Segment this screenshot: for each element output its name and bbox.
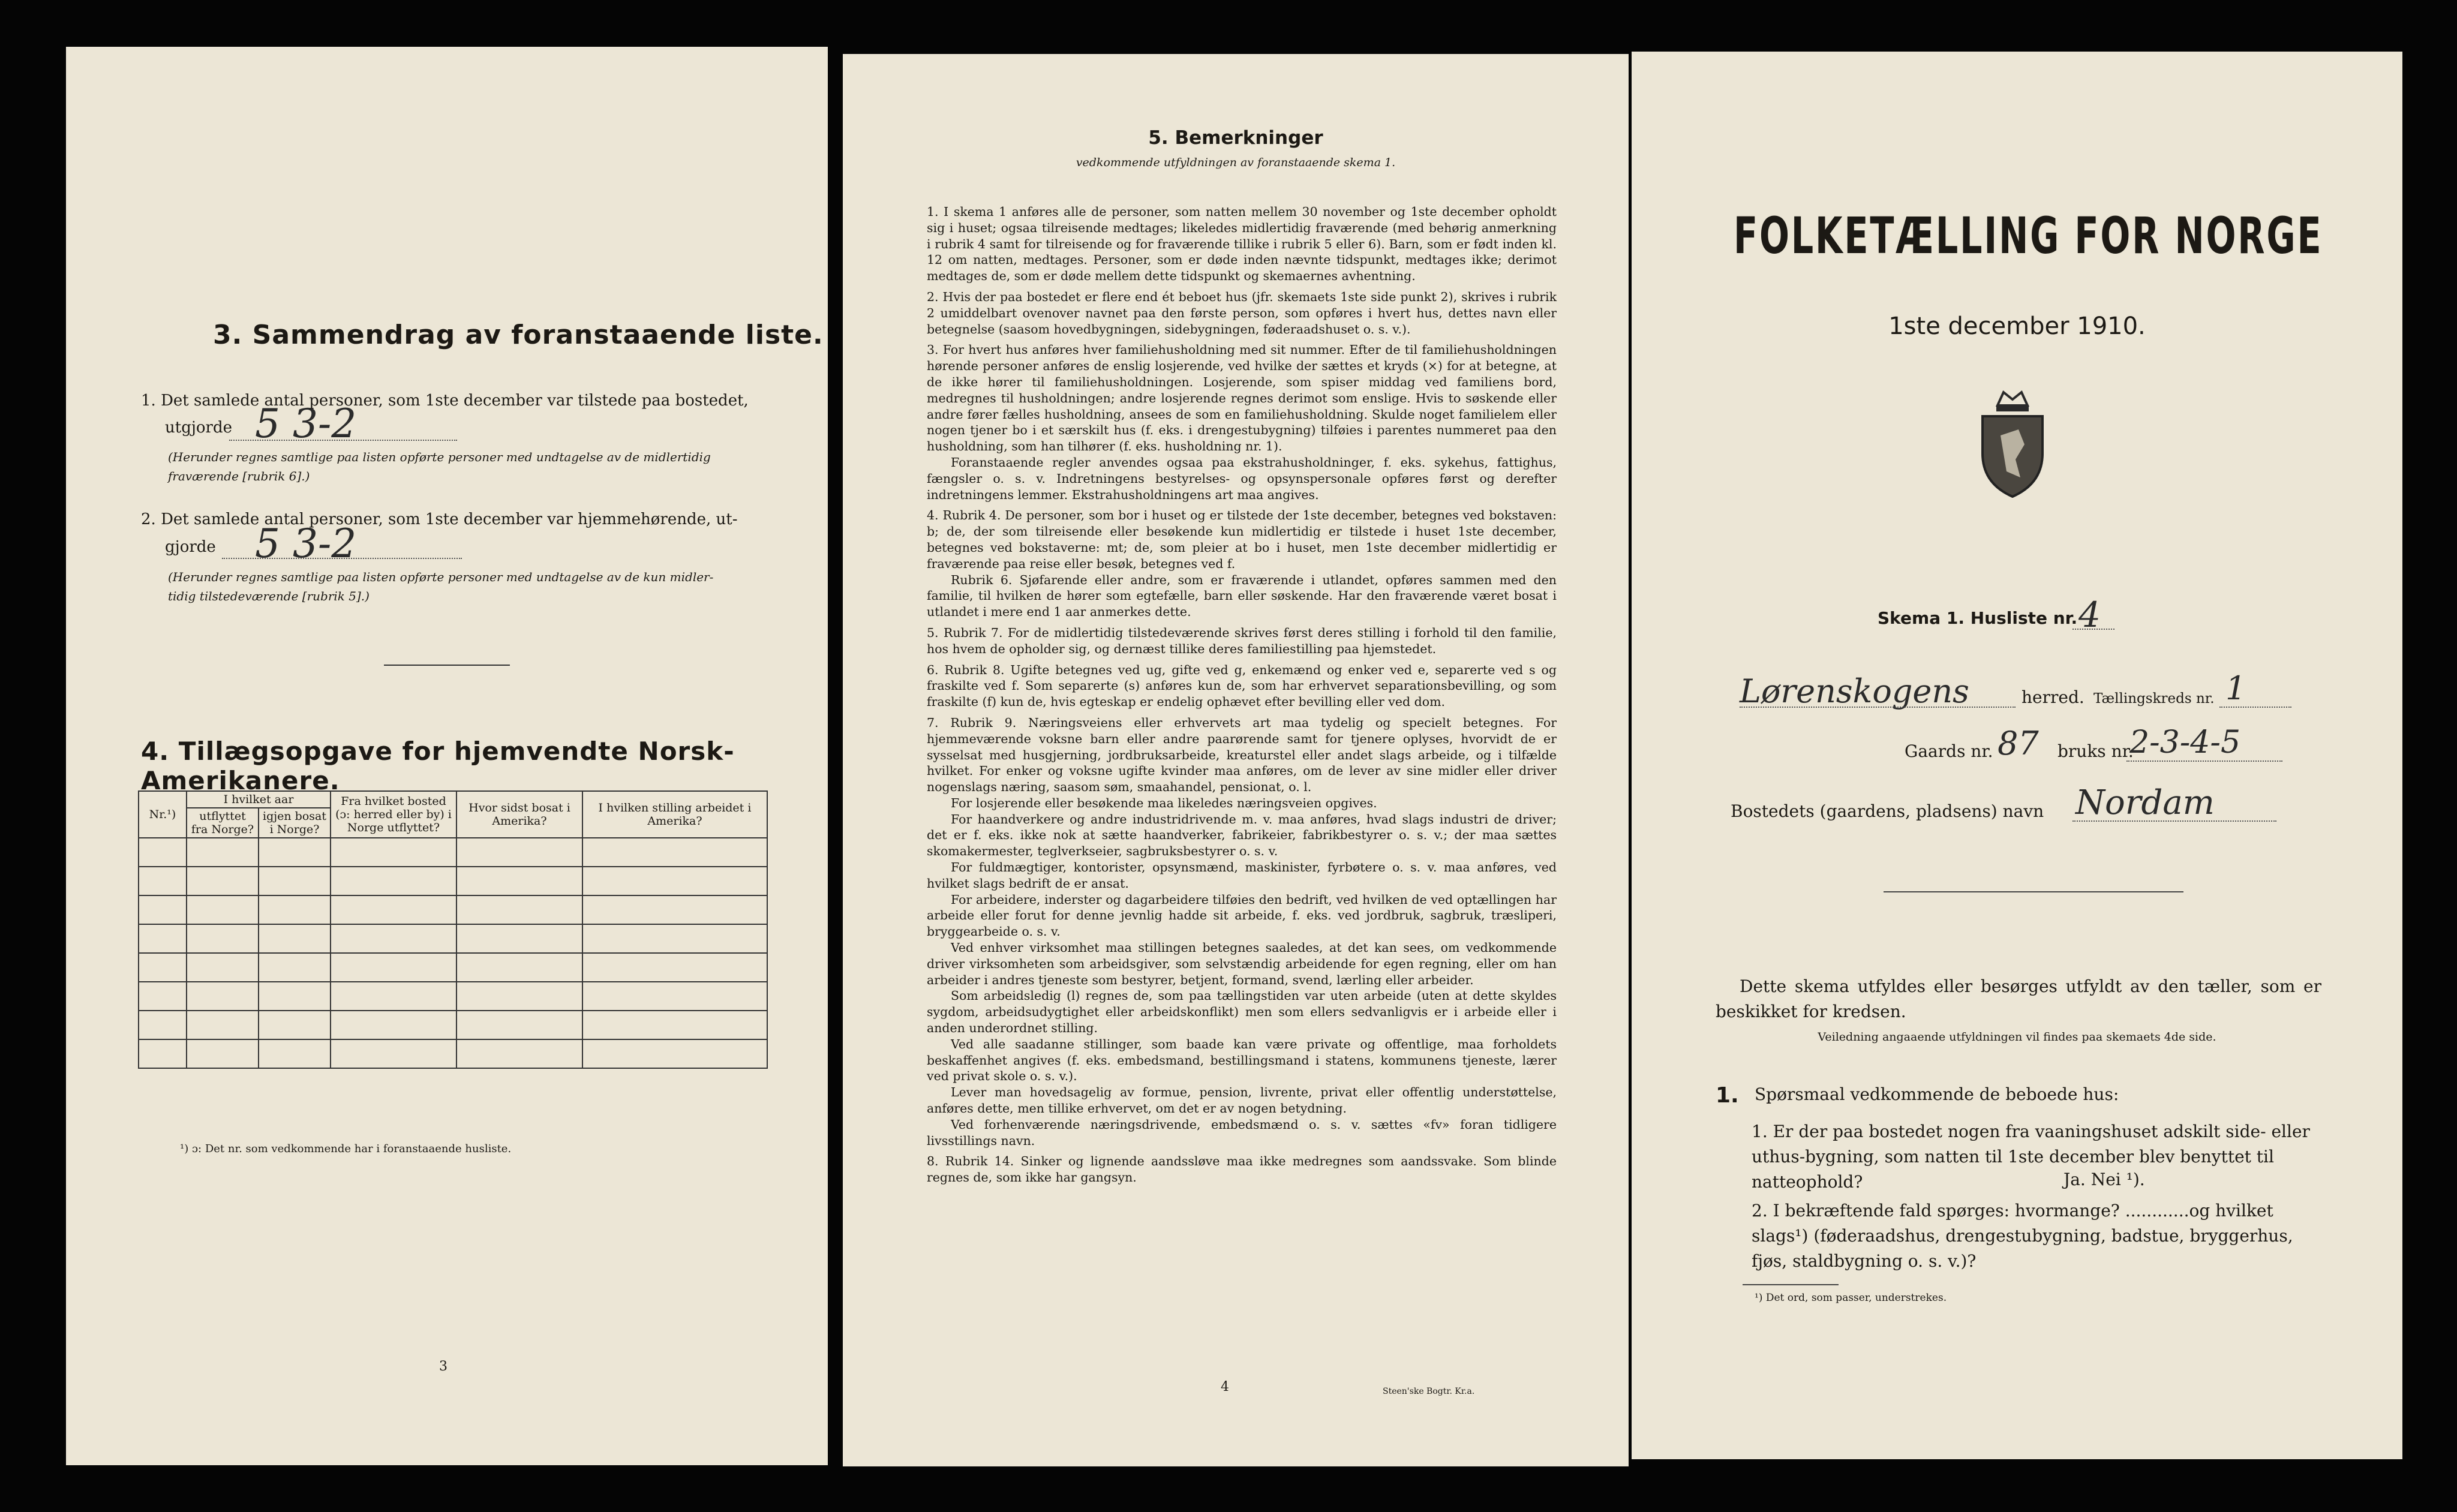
page-1 <box>1632 52 2402 1459</box>
s3-q1-label: utgjorde <box>165 419 233 437</box>
note-item: 4. Rubrik 4. De personer, som bor i huset og er tilstede der 1ste december, betegnes ved bokstaven: b; de, der som tilreisende eller besøkende kun midlertidig er tilstede i huset 1ste december, betegnes ved bokstaverne: mt; de, som pleier at bo i huset, men 1ste december midlertidig er fraværende paa reise eller besøk, betegnes ved f. <box>927 508 1557 571</box>
bemerkninger-title: 5. Bemerkninger <box>1148 127 1323 149</box>
note-item: Lever man hovedsagelig av formue, pension, livrente, privat eller offentlig understøttelse, anføres dette, men tillike erhvervet, om det er av nogen betydning. <box>927 1085 1557 1116</box>
table-row <box>139 924 767 953</box>
kreds-value: 1 <box>2225 669 2246 707</box>
note-item: 3. For hvert hus anføres hver familiehusholdning med sit nummer. Efter de til familiehusholdningen hørende personer anføres de enslig losjerende, ved hvilke der sættes et kryds (×) for at betegne, at de ikke hører til familiehusholdningen. Losjerende, som spiser middag ved familiens bord, medregnes til husholdningen; andre losjerende regnes derimot som enslige. Hvis to søskende eller andre fører fælles husholdning, ansees de som en familiehusholdning. Skulde noget familielem eller nogen tjener bo i et særskilt hus (f. eks. i drengestubygning) tilføies i parentes nummeret paa den husholdning, som han tilhører (f. eks. husholdning nr. 1). <box>927 342 1557 454</box>
col-igjen: igjen bosat i Norge? <box>259 808 331 838</box>
page-number-4: 4 <box>1221 1379 1229 1394</box>
note-item: For haandverkere og andre industridrivende m. v. maa anføres, hvad slags industri de driver; det er f. eks. ikke nok at sætte haandverker, fabrikeier, fabrikbestyrer o. s. v.; der maa sættes skomakermester, teglverkseier, sagbruksbestyrer o. s. v. <box>927 811 1557 859</box>
bruks-dotline <box>2126 760 2282 762</box>
kreds-label: Tællingskreds nr. <box>2093 691 2215 707</box>
gaards-label: Gaards nr. <box>1905 741 1993 761</box>
note-item: For arbeidere, inderster og dagarbeidere tilføies den bedrift, ved hvilken de ved optællingen har arbeide eller forut for denne jevnlig hadde sit arbeide, f. eks. ved jordbruk, sagbruk, træsliperi, bryggearbeide o. s. v. <box>927 892 1557 939</box>
table-footnote: ¹) ɔ: Det nr. som vedkommende har i foranstaaende husliste. <box>180 1143 512 1155</box>
census-title: FOLKETÆLLING FOR NORGE <box>1734 206 2323 265</box>
table-row <box>139 867 767 895</box>
s3-q1-value: 5 3-2 <box>255 401 357 447</box>
note-item: Rubrik 6. Sjøfarende eller andre, som er fraværende i utlandet, opføres sammen med den familie, til hvilken de hører som egtefælle, barn eller søskende. Har den fraværende været bosat i utlandet i mere end 1 aar anmerkes dette. <box>927 572 1557 620</box>
census-date: 1ste december 1910. <box>1888 312 2146 340</box>
table-row <box>139 895 767 924</box>
kreds-dotline <box>2219 707 2291 708</box>
table-row <box>139 982 767 1011</box>
note-item: Ved enhver virksomhet maa stillingen betegnes saaledes, at det kan sees, om vedkommende driver virksomheten som arbeidsgiver, som selvstændig arbeidende for egen regning, eller om han arbeider i andres tjeneste som bestyrer, betjent, formand, svend, lærling eller arbeider. <box>927 940 1557 987</box>
herred-label: herred. <box>2022 687 2084 707</box>
footnote-rule <box>1743 1284 1839 1285</box>
bosted-dotline <box>2072 820 2276 822</box>
col-stilling: I hvilken stilling arbeidet i Amerika? <box>582 791 767 838</box>
schema-label: Skema 1. Husliste nr. <box>1878 608 2078 628</box>
printer-mark: Steen'ske Bogtr. Kr.a. <box>1383 1387 1475 1396</box>
table-row <box>139 953 767 982</box>
page-4 <box>843 54 1629 1466</box>
note-item: 1. I skema 1 anføres alle de personer, som natten mellem 30 november og 1ste december opholdt sig i huset; ogsaa tilreisende medtages; likeledes midlertidig fraværende (med behørig anmerkning i rubrik 4 samt for tilreisende og for fraværende tillike i rubrik 5 eller 6). Barn, som er født inden kl. 12 om natten, medtages. Personer, som er døde inden nævnte tidspunkt, medtages ikke; derimot medtages de, som er døde mellem dette tidspunkt og skemaernes avhentning. <box>927 205 1557 284</box>
col-nr: Nr.¹) <box>139 791 187 838</box>
table-row <box>139 1011 767 1039</box>
husliste-nr-value: 4 <box>2078 594 2101 635</box>
note-item: 5. Rubrik 7. For de midlertidig tilstedeværende skrives først deres stilling i forhold til den familie, hos hvem de opholder sig, og dernæst tillike deres familiestilling paa hjemstedet. <box>927 625 1557 656</box>
col-bosted: Fra hvilket bosted (ɔ: herred eller by) i Norge utflyttet? <box>331 791 456 838</box>
s3-q1-text: 1. Det samlede antal personer, som 1ste december var tilstede paa bostedet, <box>141 392 749 410</box>
section-4-title: 4. Tillægsopgave for hjemvendte Norsk-Amerikanere. <box>141 737 735 795</box>
norsk-amerikanere-table <box>138 790 768 1069</box>
note-item: Ved alle saadanne stillinger, som baade kan være private og offentlige, maa forholdets beskaffenhet angives (f. eks. embedsmand, bestillingsmand i statens, kommunens tjeneste, lærer ved privat skole o. s. v.). <box>927 1036 1557 1084</box>
question-1: 1. Er der paa bostedet nogen fra vaaningshuset adskilt side- eller uthus-bygning, som natten til 1ste december blev benyttet til natteophold? <box>1752 1122 2310 1192</box>
question-heading-number: 1. <box>1716 1083 1739 1108</box>
s3-q1-note-a: (Herunder regnes samtlige paa listen opførte personer med undtagelse av de midlertidig <box>168 450 711 464</box>
note-item: For fuldmægtiger, kontorister, opsynsmænd, maskinister, fyrbøtere o. s. v. maa anføres, ved hvilket slags bedrift de er ansat. <box>927 860 1557 891</box>
note-item: 7. Rubrik 9. Næringsveiens eller erhvervets art maa tydelig og specielt betegnes. For hjemmeværende voksne barn eller andre paarørende samt for tjenere oplyses, hvorvidt de er sysselsat med husgjerning, jordbruksarbeide, kreaturstel eller andet slags arbeide, og i tilfælde hvilket. For enker og voksne ugifte kvinder maa anføres, om de lever av sine midler eller driver nogenslags næring, saasom søm, smaahandel, pensionat, o. l. <box>927 715 1557 795</box>
s3-q2-note-a: (Herunder regnes samtlige paa listen opførte personer med undtagelse av de kun midler- <box>168 570 714 584</box>
ornament-divider <box>1884 891 2183 892</box>
table-row <box>139 1039 767 1068</box>
s3-q1-dotline <box>229 440 457 441</box>
instruction-note: Veiledning angaaende utfyldningen vil findes paa skemaets 4de side. <box>1818 1030 2216 1044</box>
table-row <box>139 838 767 867</box>
s3-q2-value: 5 3-2 <box>255 521 357 567</box>
page-number-3: 3 <box>439 1359 447 1374</box>
norway-coat-of-arms-icon <box>1974 387 2051 501</box>
s3-q1-note-b: fraværende [rubrik 6].) <box>168 469 310 483</box>
question-heading: Spørsmaal vedkommende de beboede hus: <box>1755 1084 2119 1104</box>
note-item: 2. Hvis der paa bostedet er flere end ét beboet hus (jfr. skemaets 1ste side punkt 2), skrives i rubrik 2 umiddelbart ovenover navnet paa den første person, som opføres i hvert hus, dettes navn eller betegnelse (saasom hovedbygningen, sidebygningen, føderaadshuset o. s. v.). <box>927 289 1557 336</box>
page-3 <box>66 47 828 1465</box>
bemerkninger-list <box>927 204 1557 1186</box>
question-2: 2. I bekræftende fald spørges: hvormange? ............og hvilket slags¹) (føderaadshus, drengestubygning, badstue, bryggerhus, fjøs, staldbygning o. s. v.)? <box>1752 1201 2293 1271</box>
col-sidst-bosat: Hvor sidst bosat i Amerika? <box>456 791 582 838</box>
herred-dotline <box>1740 707 2016 708</box>
section-3-title: 3. Sammendrag av foranstaaende liste. <box>213 320 824 350</box>
s3-q2-dotline <box>222 558 462 559</box>
herred-value: Lørenskogens <box>1740 672 1969 710</box>
bruks-label: bruks nr. <box>2057 741 2134 761</box>
note-item: 6. Rubrik 8. Ugifte betegnes ved ug, gifte ved g, enkemænd og enker ved e, separerte ved s og fraskilte ved f. Som separerte (s) anføres kun de, som har erhvervet separationsbevilling, og som fraskilte (f) kun de, hvis egteskap er endelig ophævet efter bevilling eller ved dom. <box>927 662 1557 710</box>
col-utflyttet: utflyttet fra Norge? <box>187 808 259 838</box>
bosted-label: Bostedets (gaardens, pladsens) navn <box>1731 801 2044 821</box>
note-item: Ved forhenværende næringsdrivende, embedsmænd o. s. v. sættes «fv» foran tidligere livsstillings navn. <box>927 1117 1557 1148</box>
s3-q2-text: 2. Det samlede antal personer, som 1ste december var hjemmehørende, ut- <box>141 510 738 528</box>
instruction-text: Dette skema utfyldes eller besørges utfyldt av den tæller, som er beskikket for kredsen. <box>1716 976 2321 1021</box>
s3-q2-label: gjorde <box>165 538 216 556</box>
footnote: ¹) Det ord, som passer, understrekes. <box>1755 1292 1947 1304</box>
note-item: Foranstaaende regler anvendes ogsaa paa ekstrahusholdninger, f. eks. sykehus, fattighus, fængsler o. s. v. Indretningens bestyrelses- og opsynspersonale opføres først og derefter indretningens lemmer. Ekstrahusholdningens art maa angives. <box>927 455 1557 502</box>
bruks-value: 2-3-4-5 <box>2129 725 2241 760</box>
divider <box>384 665 510 666</box>
question-1-options: Ja. Nei ¹). <box>2063 1170 2145 1189</box>
note-item: 8. Rubrik 14. Sinker og lignende aandssløve maa ikke medregnes som aandssvake. Som blinde regnes de, som ikke har gangsyn. <box>927 1154 1557 1185</box>
husliste-dotline <box>2072 629 2114 630</box>
bemerkninger-subtitle: vedkommende utfyldningen av foranstaaende skema 1. <box>1076 156 1396 169</box>
bosted-value: Nordam <box>2075 783 2215 822</box>
note-item: Som arbeidsledig (l) regnes de, som paa tællingstiden var uten arbeide (uten at dette skyldes sygdom, arbeidsudygtighet eller arbeidskonflikt) men som ellers sedvanligvis er i arbeide eller i anden underordnet stilling. <box>927 988 1557 1036</box>
col-aar-group: I hvilket aar <box>187 791 331 808</box>
s3-q2-note-b: tidig tilstedeværende [rubrik 5].) <box>168 589 370 603</box>
note-item: For losjerende eller besøkende maa likeledes næringsveien opgives. <box>951 795 1377 810</box>
gaards-value: 87 <box>1998 725 2039 762</box>
